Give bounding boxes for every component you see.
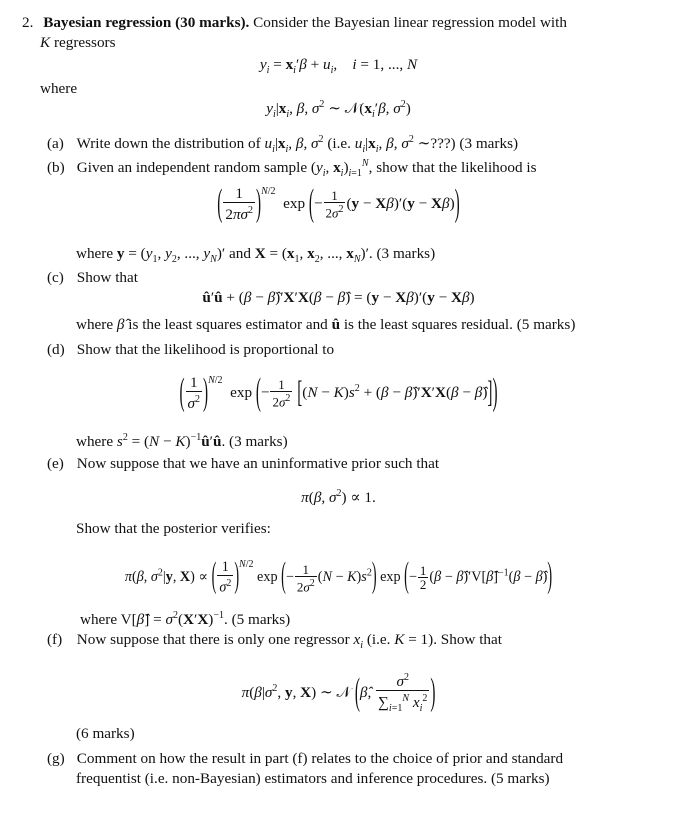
- part-e-where: where V[β̂] = $\sigma^2(X'X)^{-1}$. (5 marks): [80, 610, 291, 629]
- part-a-label: (a): [47, 135, 64, 153]
- part-f-label: (f): [47, 631, 63, 648]
- part-g-label: (g): [47, 750, 65, 767]
- where-label: where: [40, 80, 78, 97]
- question-number: 2.: [22, 14, 34, 31]
- part-c: [47, 269, 138, 287]
- part-c-where: where β̂ is the least squares estimator and û is the least squares residual. (5 marks): [76, 316, 576, 333]
- proportional-equation: ( $\frac{1}{\sigma^2}$ )$^{N/2}$ exp (− $\frac{1}{2\sigma^2}$ [$(N - K)s^2 + (\beta$ − β̂)′X′X(β − β̂)]): [179, 371, 498, 414]
- part-g-text-2: frequentist (i.e. non-Bayesian) estimators and inference procedures. (5 marks): [76, 770, 550, 787]
- part-c-text: Show that: [76, 269, 138, 286]
- part-d-where: where $s^2 = (N$ − $K)^{-1}û'û$. (3 marks): [76, 432, 288, 451]
- part-e: [47, 455, 439, 473]
- part-g: [47, 750, 563, 768]
- part-b-label: (b): [47, 159, 65, 177]
- part-g-text-1: Comment on how the result in part (f) relates to the choice of prior and standard: [76, 750, 564, 767]
- posterior-text: Show that the posterior verifies:: [76, 520, 271, 537]
- part-d-text: Show that the likelihood is proportional to: [76, 341, 335, 358]
- question-intro-1: Consider the Bayesian linear regression model with: [253, 14, 567, 31]
- part-f-marks: (6 marks): [76, 725, 135, 742]
- part-d: [47, 341, 334, 359]
- identity-equation: û′û + (β − β̂)′X′X(β − β̂) = (y − Xβ)′(y − Xβ): [202, 289, 475, 306]
- conditional-posterior-equation: $\pi(\beta|\sigma^2$, y, X) ∼ 𝒩 (β̂, $\frac{\sigma^2}{\sum_{i=1}^N x_i^2}$ ): [241, 671, 436, 715]
- question-heading: [22, 14, 567, 32]
- model-equation: $y_i = x_i'\beta + u_i$, i = 1, ..., N: [259, 56, 418, 77]
- part-e-label: (e): [47, 455, 64, 472]
- part-a: (a) Write down the distribution of $u_i|x_i$, β, $\sigma^2$ (i.e. $u_i|x_i$, β, $\sigma^2$ ∼???) (3 marks): [47, 134, 519, 156]
- likelihood-equation: ( $\frac{1}{2\pi\sigma^2}$ )$^{N/2}$ exp (− $\frac{1}{2\sigma^2}$ (y − Xβ)′(y − Xβ)): [217, 182, 460, 225]
- part-b: (b) Given an independent random sample ($y_i$, $x_i)_{i=1}^N$, show that the likelihood is: [47, 158, 537, 180]
- posterior-equation: π(β, $\sigma^2|y$, X) ∝ ( $\frac{1}{\sigma^2}$ )$^{N/2}$ exp (− $\frac{1}{2\sigma^2}$ $(N - K)s^2$) exp (− $\frac{1}{2}$ (β − β̂)′V[β̂]$^{-1}$(β − β̂)): [124, 556, 553, 597]
- distribution-equation: $y_i|x_i$, β, $\sigma^2$ ∼ $𝒩(x_i'\beta$, $\sigma^2$): [266, 99, 411, 121]
- part-c-label: (c): [47, 269, 64, 286]
- question-title: Bayesian regression (30 marks).: [43, 14, 250, 31]
- part-e-text: Now suppose that we have an uninformative prior such that: [76, 455, 440, 472]
- part-b-where: where $y = (y_1$, $y_2$, ..., $y_N)'$ and $X = (x_1$, $x_2$, ..., $x_N)'$. (3 marks): [76, 245, 436, 266]
- question-intro-2: K regressors: [40, 34, 116, 51]
- part-f: (f) Now suppose that there is only one regressor $x_i$ (i.e. K = 1). Show that: [47, 631, 502, 652]
- part-d-label: (d): [47, 341, 65, 358]
- prior-equation: π(β, $\sigma^2) \propto 1$.: [301, 488, 376, 507]
